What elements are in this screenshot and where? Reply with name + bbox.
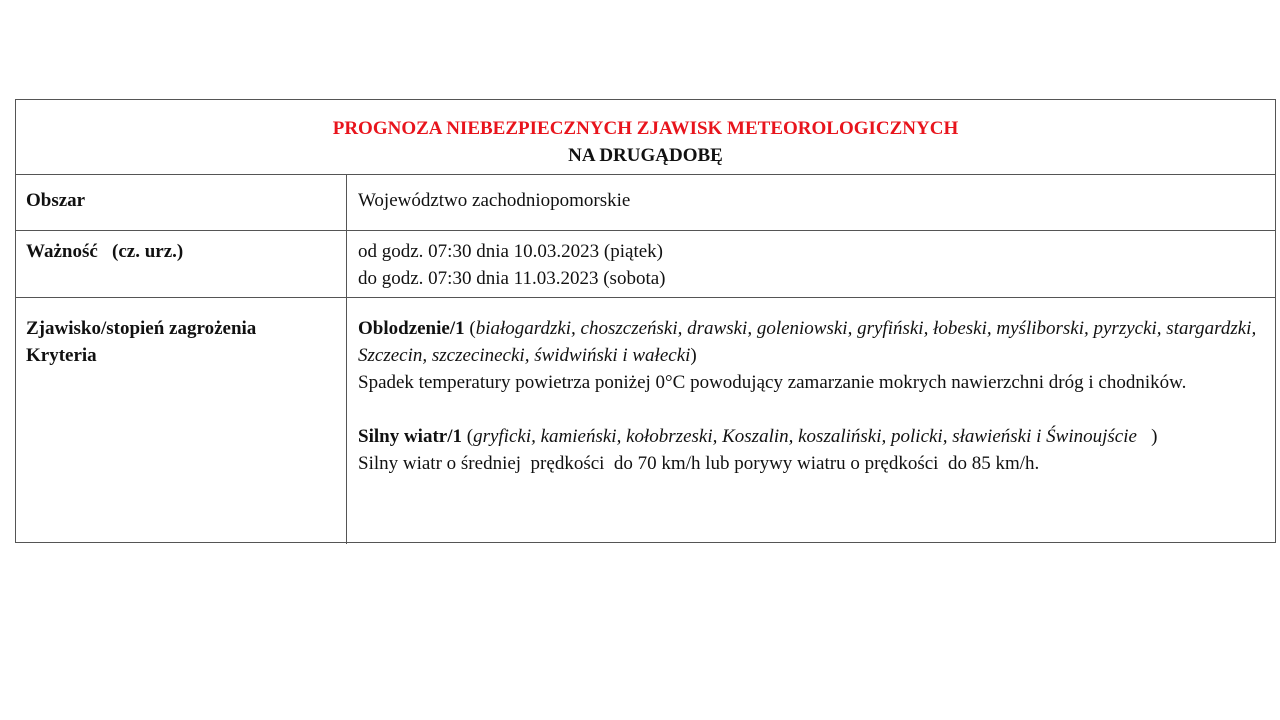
phenomenon-areas: gryficki, kamieński, kołobrzeski, Koszalin, koszaliński, policki, sławieński i Świnoujście [473, 426, 1152, 447]
paren-open: ( [461, 426, 474, 447]
document-subtitle: NA DRUGĄDOBĘ [568, 145, 723, 166]
phenomenon-name: Oblodzenie/1 [358, 318, 465, 339]
row-validity [16, 231, 1275, 298]
phenomenon-criteria: Silny wiatr o średniej prędkości do 70 km/h lub porywy wiatru o prędkości do 85 km/h. [358, 453, 1040, 474]
document-title: PROGNOZA NIEBEZPIECZNYCH ZJAWISK METEOROLOGICZNYCH [332, 118, 959, 139]
value-cell [347, 231, 1275, 297]
phenomenon-heading [358, 423, 1265, 450]
paren-open: ( [464, 318, 476, 339]
phenomenon-heading [358, 315, 1265, 369]
row-phenomena [16, 298, 1275, 544]
validity-from: od godz. 07:30 dnia 10.03.2023 (piątek) [358, 241, 664, 262]
phenomenon-icing [358, 315, 1265, 396]
phenomena-value [358, 315, 1265, 477]
paren-close: ) [1151, 426, 1158, 447]
spacer [358, 396, 1265, 423]
paren-close: ) [690, 345, 697, 366]
area-label: Obszar [26, 190, 86, 211]
table-header [16, 100, 1275, 175]
area-value: Województwo zachodniopomorskie [358, 190, 631, 211]
phenomenon-areas: białogardzki, choszczeński, drawski, goleniowski, gryfiński, łobeski, myśliborski, pyrzycki, stargardzki, Szczecin, szczecinecki, świdwiński i wałecki [358, 318, 1257, 366]
value-cell [347, 175, 1275, 230]
phenomenon-name: Silny wiatr/1 [358, 426, 462, 447]
validity-value [358, 238, 1265, 292]
value-cell [347, 298, 1275, 544]
criteria-label: Kryteria [26, 345, 97, 366]
label-cell [16, 175, 347, 230]
phenomena-label-line1: Zjawisko/stopień zagrożenia [26, 318, 257, 339]
label-cell [16, 231, 347, 297]
validity-to: do godz. 07:30 dnia 11.03.2023 (sobota) [358, 268, 666, 289]
phenomenon-criteria: Spadek temperatury powietrza poniżej 0°C powodujący zamarzanie mokrych nawierzchni dróg i chodników. [358, 372, 1187, 393]
row-area [16, 175, 1275, 231]
validity-label: Ważność (cz. urz.) [26, 241, 184, 262]
warning-table [15, 99, 1276, 543]
label-cell [16, 298, 347, 544]
phenomenon-strong-wind [358, 423, 1265, 477]
phenomena-label [26, 315, 256, 369]
